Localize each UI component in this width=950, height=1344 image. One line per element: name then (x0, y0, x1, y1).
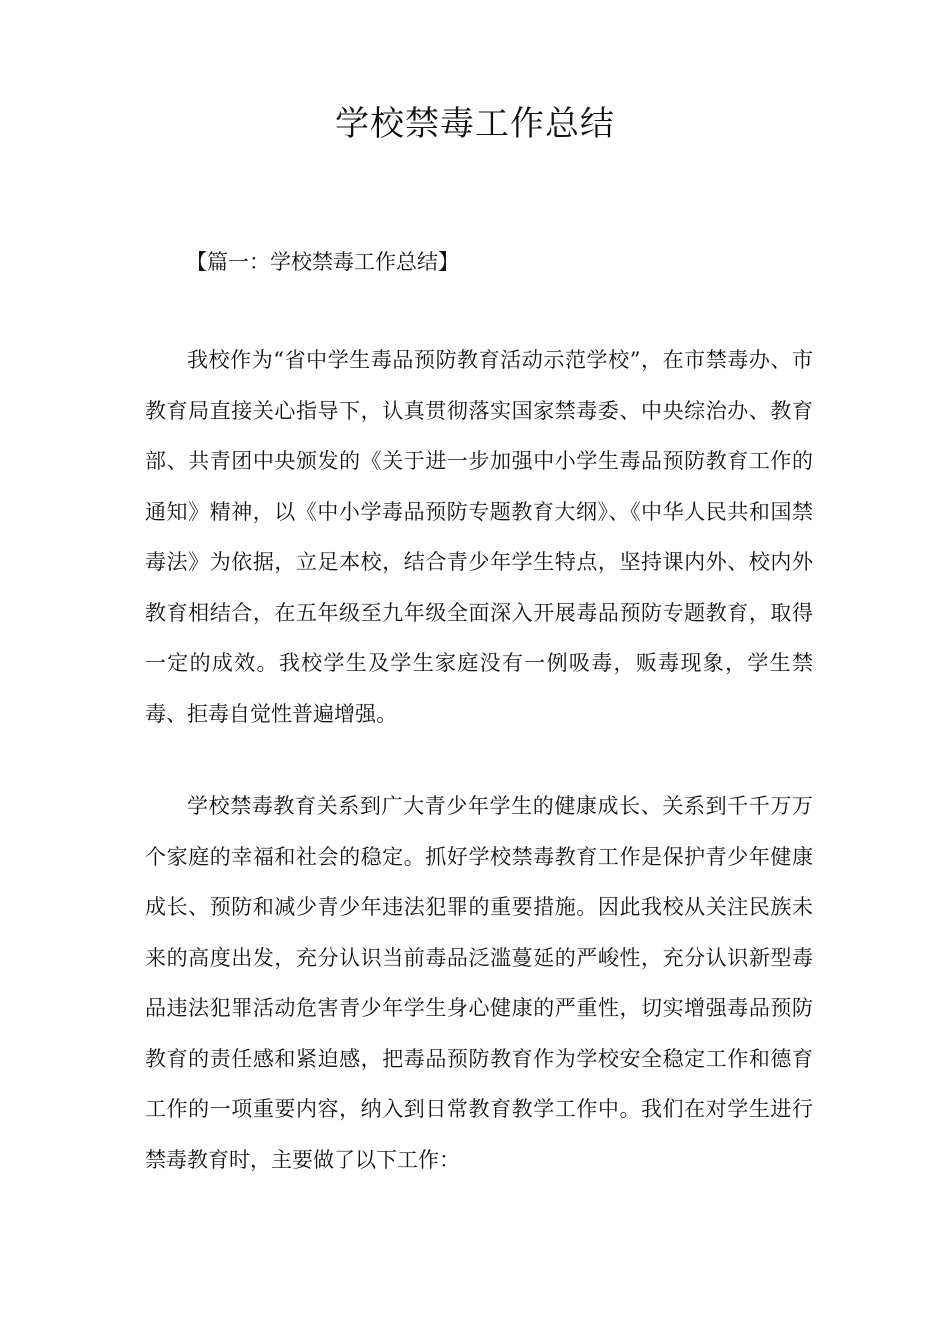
section-heading: 【篇一：学校禁毒工作总结】 (186, 250, 459, 274)
document-title: 学校禁毒工作总结 (335, 104, 615, 144)
paragraph-2: 学校禁毒教育关系到广大青少年学生的健康成长、关系到千千万万个家庭的幸福和社会的稳定。抓好学校禁毒教育工作是保护青少年健康成长、预防和减少青少年违法犯罪的重要措施。因此我校从关注民族未来的高度出发，充分认识当前毒品泛滥蔓延的严峻性，充分认识新型毒品违法犯罪活动危害青少年学生身心健康的严重性，切实增强毒品预防教育的责任感和紧迫感，把毒品预防教育作为学校安全稳定工作和德育工作的一项重要内容，纳入到日常教育教学工作中。我们在对学生进行禁毒教育时，主要做了以下工作： (145, 794, 813, 1172)
paragraph-1: 我校作为“省中学生毒品预防教育活动示范学校”，在市禁毒办、市教育局直接关心指导下，认真贯彻落实国家禁毒委、中央综治办、教育部、共青团中央颁发的《关于进一步加强中小学生毒品预防教育工作的通知》精神，以《中小学毒品预防专题教育大纲》、《中华人民共和国禁毒法》为依据，立足本校，结合青少年学生特点，坚持课内外、校内外教育相结合，在五年级至九年级全面深入开展毒品预防专题教育，取得一定的成效。我校学生及学生家庭没有一例吸毒，贩毒现象，学生禁毒、拒毒自觉性普遍增强。 (145, 348, 813, 726)
